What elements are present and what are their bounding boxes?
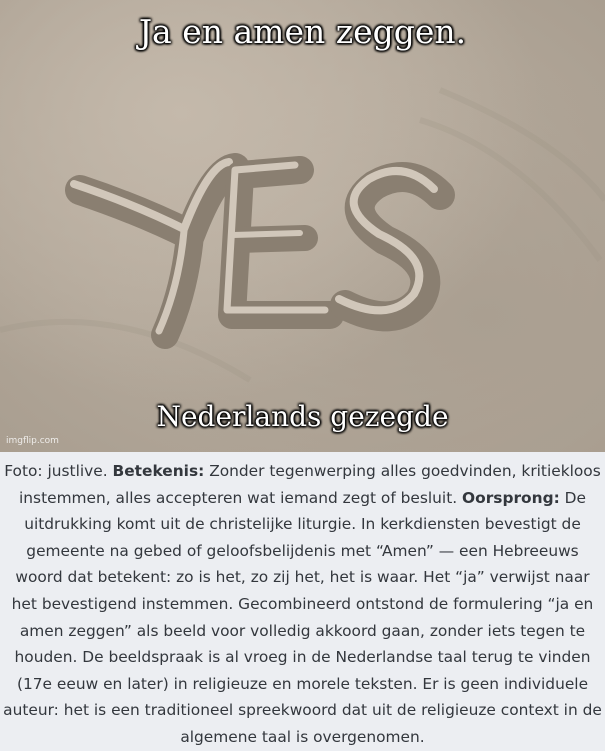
meme-top-caption: Ja en amen zeggen.: [138, 12, 467, 51]
oorsprong-label: Oorsprong:: [462, 488, 560, 507]
betekenis-text: Zonder tegenwerping alles goedvinden, kritiekloos instemmen, alles accepteren wat iemand zegt of besluit.: [19, 462, 601, 507]
betekenis-label: Betekenis:: [112, 462, 205, 480]
photo-credit: Foto: justlive.: [4, 462, 108, 480]
oorsprong-text: De uitdrukking komt uit de christelijke liturgie. In kerkdiensten bevestigt de gemeente na gebed of geloofsbelijdenis met “Amen” — een Hebreeuws woord dat betekent: zo is het, zo zij het, het is waar. Het “ja” verwijst naar het bevestigend instemmen. Gecombineerd ontstond de formulering “ja en amen zeggen” als beeld voor volledig akkoord gaan, zonder iets tegen te houden. De beeldspraak is al vroeg in de Nederlandse taal terug te vinden (17e eeuw en later) in religieuze en morele teksten. Er is geen individuele auteur: het is een traditioneel spreekwoord dat uit de religieuze context in de algemene taal is overgenomen.: [3, 488, 602, 746]
meme-bottom-caption: Nederlands gezegde: [156, 400, 449, 433]
sand-letter-y: [74, 162, 235, 335]
description-text: [0, 452, 605, 746]
sand-letter-s: [339, 171, 440, 316]
sand-letter-e: [227, 165, 330, 315]
imgflip-watermark: imgflip.com: [6, 436, 59, 446]
